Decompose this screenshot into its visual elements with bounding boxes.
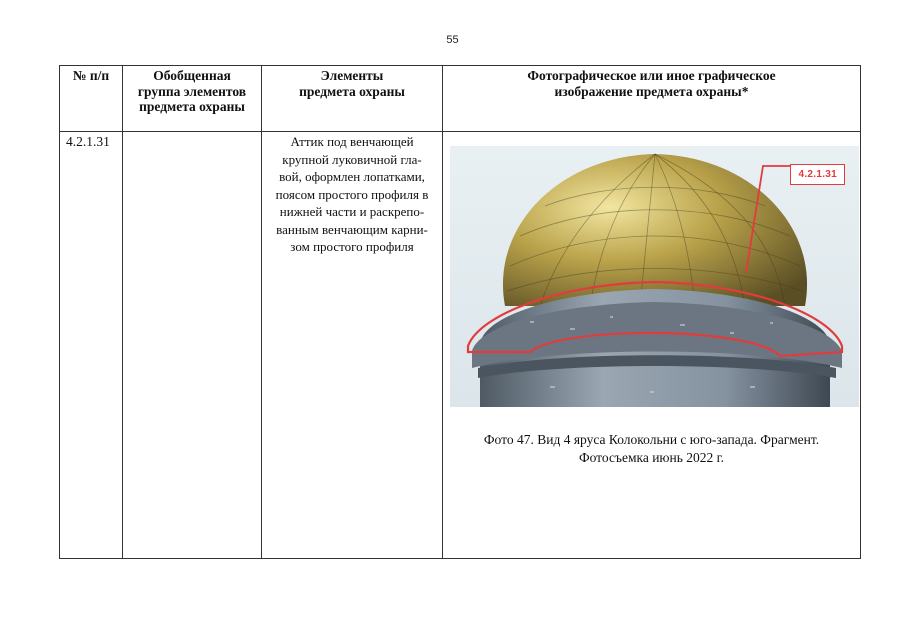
row-element-description: Аттик под венчающей крупной луковичной гла- вой, оформлен лопатками, поясом простого профиля в нижней части и раскрепо- ванным венчающим карни- зом простого профиля <box>262 132 443 559</box>
header-elements: Элементы предмета охраны <box>262 66 443 132</box>
header-number: № п/п <box>60 66 123 132</box>
dome-illustration <box>450 146 859 407</box>
row-group <box>123 132 262 559</box>
table-row <box>60 132 861 559</box>
photo-caption: Фото 47. Вид 4 яруса Колокольни с юго-запада. Фрагмент. Фотосъемка июнь 2022 г. <box>483 432 820 465</box>
header-photo: Фотографическое или иное графическое изображение предмета охраны* <box>443 66 861 132</box>
page-number: 55 <box>446 34 459 46</box>
table-header-row <box>60 66 861 132</box>
protection-table <box>59 65 861 559</box>
bell-tower-photo <box>450 146 859 407</box>
row-number: 4.2.1.31 <box>60 132 123 559</box>
header-group: Обобщенная группа элементов предмета охраны <box>123 66 262 132</box>
annotation-tag: 4.2.1.31 <box>790 164 845 185</box>
row-photo-cell <box>443 132 861 559</box>
